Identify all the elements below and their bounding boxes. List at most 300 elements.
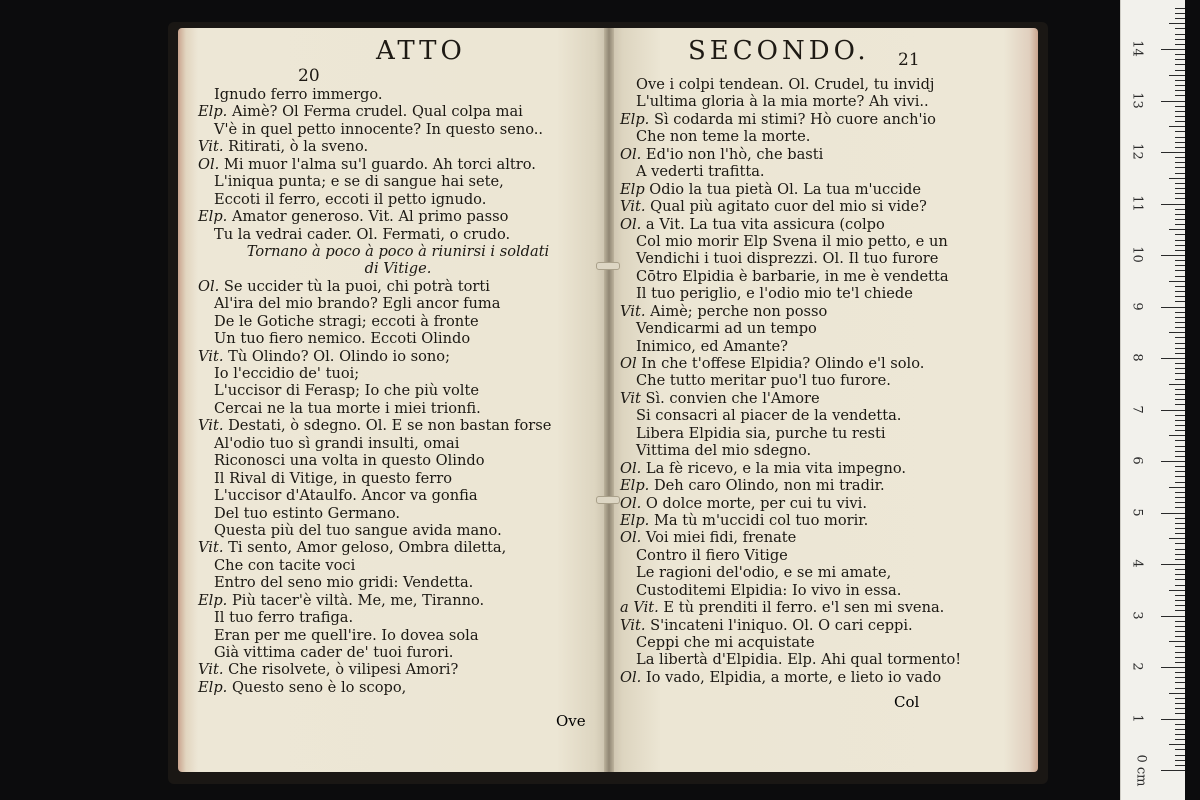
line-text: Il tuo periglio, e l'odio mio te'l chiede	[636, 285, 913, 303]
line-text: Più tacer'è viltà. Me, me, Tiranno.	[227, 591, 485, 609]
ruler-tick	[1175, 574, 1185, 575]
ruler-tick	[1175, 430, 1185, 431]
line-text: Questo seno è lo scopo,	[227, 678, 407, 696]
ruler-tick	[1175, 379, 1185, 380]
line-text: Contro il fiero Vitige	[636, 546, 788, 564]
text-line	[198, 627, 598, 644]
ruler-tick	[1175, 420, 1185, 421]
text-line	[620, 233, 1030, 250]
ruler-tick	[1175, 456, 1185, 457]
text-line	[198, 574, 598, 591]
ruler-number: 8	[1129, 353, 1145, 362]
ruler-tick	[1169, 641, 1185, 642]
line-text: E tù prenditi il ferro. e'l sen mi svena.	[658, 599, 945, 617]
ruler-tick	[1175, 234, 1185, 235]
ruler-tick	[1161, 461, 1185, 462]
ruler-tick	[1161, 719, 1185, 720]
ruler-tick	[1169, 332, 1185, 333]
ruler-tick	[1175, 214, 1185, 215]
ruler-tick	[1169, 126, 1185, 127]
ruler-tick	[1175, 337, 1185, 338]
ruler-tick	[1175, 646, 1185, 647]
ruler-tick	[1161, 513, 1185, 514]
line-text: Sì. convien che l'Amore	[640, 389, 820, 407]
ruler-tick	[1169, 178, 1185, 179]
ruler-tick	[1175, 729, 1185, 730]
text-line	[620, 617, 1030, 634]
ruler-tick	[1175, 631, 1185, 632]
ruler-tick	[1175, 682, 1185, 683]
ruler-tick	[1175, 121, 1185, 122]
ruler-number: 11	[1129, 194, 1145, 212]
text-line	[198, 679, 598, 696]
line-text: Che risolvete, ò vilipesi Amori?	[223, 661, 459, 679]
line-text: Al'ira del mio brando? Egli ancor fuma	[214, 295, 501, 313]
ruler-tick	[1161, 101, 1185, 102]
text-line	[620, 303, 1030, 320]
text-line	[620, 128, 1030, 145]
ruler-tick	[1169, 744, 1185, 745]
ruler-number: 7	[1129, 404, 1145, 414]
ruler-tick	[1169, 538, 1185, 539]
ruler-tick	[1175, 523, 1185, 524]
text-line	[198, 295, 598, 312]
line-text: Libera Elpidia sia, purche tu resti	[636, 424, 886, 442]
ruler-tick	[1175, 260, 1185, 261]
ruler-tick	[1175, 492, 1185, 493]
ruler-tick	[1175, 368, 1185, 369]
text-line	[620, 547, 1030, 564]
ruler-tick	[1169, 693, 1185, 694]
text-line	[198, 382, 598, 399]
line-text: Un tuo fiero nemico. Eccoti Olindo	[214, 330, 471, 348]
ruler-tick	[1175, 162, 1185, 163]
speaker-label: Elp.	[620, 511, 650, 529]
line-text: L'iniqua punta; e se di sangue hai sete,	[214, 173, 504, 191]
speaker-label: Ol.	[620, 668, 642, 686]
text-line	[620, 250, 1030, 267]
ruler-tick	[1175, 657, 1185, 658]
ruler-number: 14	[1129, 40, 1145, 57]
text-line	[620, 390, 1030, 407]
left-running-head: ATTO	[376, 36, 466, 66]
speaker-label: Ol.	[198, 155, 220, 173]
text-line	[620, 146, 1030, 163]
line-text: Deh caro Olindo, non mi tradir.	[649, 477, 885, 495]
binding-thread	[596, 496, 620, 504]
text-line	[198, 487, 598, 504]
line-text: Al'odio tuo sì grandi insulti, omai	[214, 434, 460, 452]
line-text: La fè ricevo, e la mia vita impegno.	[641, 459, 907, 477]
ruler-tick	[1175, 18, 1185, 19]
text-line	[620, 460, 1030, 477]
line-text: Io l'eccidio de' tuoi;	[214, 365, 360, 382]
speaker-label: Ol	[620, 355, 637, 372]
left-page-number: 20	[298, 66, 320, 86]
ruler-tick	[1175, 415, 1185, 416]
ruler-tick	[1175, 373, 1185, 374]
ruler-tick	[1175, 157, 1185, 158]
ruler-unit-label: 0 cm	[1133, 754, 1149, 787]
ruler-tick	[1161, 307, 1185, 308]
ruler-tick	[1169, 590, 1185, 591]
line-text: Eccoti il ferro, eccoti il petto ignudo.	[214, 190, 487, 208]
line-text: Cercai ne la tua morte i miei trionfi.	[214, 399, 481, 417]
binding-thread	[596, 262, 620, 270]
ruler-tick	[1161, 616, 1185, 617]
ruler-tick	[1175, 245, 1185, 246]
line-text: Vendicarmi ad un tempo	[636, 320, 817, 338]
speaker-label: Elp.	[198, 103, 228, 121]
speaker-label: Vit.	[198, 347, 224, 365]
ruler-tick	[1175, 219, 1185, 220]
text-line	[620, 477, 1030, 494]
ruler-tick	[1175, 265, 1185, 266]
ruler-tick	[1161, 255, 1185, 256]
speaker-label: Vit	[620, 389, 641, 407]
text-line	[198, 505, 598, 522]
speaker-label: Ol.	[620, 215, 642, 233]
text-line	[198, 260, 598, 277]
ruler-tick	[1175, 476, 1185, 477]
ruler-tick	[1175, 569, 1185, 570]
text-line	[198, 226, 598, 243]
ruler-tick	[1175, 713, 1185, 714]
line-text: In che t'offese Elpidia? Olindo e'l solo.	[636, 355, 925, 372]
ruler-tick	[1175, 739, 1185, 740]
line-text: Già vittima cader de' tuoi furori.	[214, 644, 454, 661]
text-line	[198, 417, 598, 434]
line-text: Che tutto meritar puo'l tuo furore.	[636, 372, 891, 390]
line-text: a Vit. La tua vita assicura (colpo	[641, 215, 885, 233]
ruler-tick	[1175, 446, 1185, 447]
ruler-number: 3	[1129, 610, 1145, 620]
ruler-number: 9	[1129, 301, 1145, 311]
line-text: Mi muor l'alma su'l guardo. Ah torci altro.	[219, 155, 536, 173]
ruler-tick	[1175, 363, 1185, 364]
ruler-tick	[1175, 755, 1185, 756]
line-text: Vittima del mio sdegno.	[636, 442, 812, 460]
text-line	[620, 285, 1030, 302]
text-line	[620, 407, 1030, 424]
ruler-tick	[1175, 765, 1185, 766]
text-line	[198, 208, 598, 225]
right-page-number: 21	[898, 50, 920, 70]
line-text: Odio la tua pietà Ol. La tua m'uccide	[644, 180, 921, 198]
ruler-tick	[1169, 23, 1185, 24]
speaker-label: Vit.	[198, 661, 224, 679]
ruler-tick	[1175, 224, 1185, 225]
ruler-tick	[1161, 204, 1185, 205]
line-text: O dolce morte, per cui tu vivi.	[641, 494, 867, 512]
ruler-number: 13	[1129, 91, 1145, 109]
ruler-tick	[1175, 734, 1185, 735]
line-text: di Vitige.	[364, 260, 432, 278]
line-text: A vederti trafitta.	[636, 163, 765, 181]
ruler-tick	[1175, 106, 1185, 107]
ruler-tick	[1175, 193, 1185, 194]
text-line	[620, 512, 1030, 529]
text-line	[620, 76, 1030, 93]
ruler-tick	[1161, 152, 1185, 153]
ruler-tick	[1175, 724, 1185, 725]
ruler-tick	[1175, 677, 1185, 678]
text-line	[620, 651, 1030, 668]
ruler-tick	[1175, 549, 1185, 550]
ruler-tick	[1175, 34, 1185, 35]
ruler-tick	[1175, 621, 1185, 622]
ruler-tick	[1169, 487, 1185, 488]
ruler-tick	[1175, 425, 1185, 426]
text-line	[620, 582, 1030, 599]
ruler-number: 1	[1129, 713, 1145, 723]
ruler-tick	[1175, 688, 1185, 689]
text-line	[620, 181, 1030, 198]
line-text: Questa più del tuo sangue avida mano.	[214, 521, 502, 539]
ruler-tick	[1175, 188, 1185, 189]
ruler-tick	[1175, 131, 1185, 132]
line-text: Entro del seno mio gridi: Vendetta.	[214, 574, 474, 592]
ruler-tick	[1175, 322, 1185, 323]
ruler-tick	[1175, 327, 1185, 328]
line-text: Io vado, Elpidia, a morte, e lieto io vado	[641, 668, 942, 686]
ruler-tick	[1175, 137, 1185, 138]
text-line	[198, 348, 598, 365]
text-line	[620, 111, 1030, 128]
text-line	[198, 86, 598, 103]
ruler-tick	[1175, 44, 1185, 45]
text-line	[198, 522, 598, 539]
text-line	[198, 173, 598, 190]
text-line	[198, 278, 598, 295]
speaker-label: Elp.	[620, 477, 650, 495]
ruler-tick	[1175, 399, 1185, 400]
ruler-tick	[1161, 358, 1185, 359]
line-text: La libertà d'Elpidia. Elp. Ahi qual tormento!	[636, 651, 962, 669]
line-text: Si consacri al piacer de la vendetta.	[636, 407, 902, 425]
line-text: Destati, ò sdegno. Ol. E se non bastan forse	[223, 417, 552, 435]
line-text: Aimè; perche non posso	[645, 302, 828, 320]
ruler-tick	[1175, 610, 1185, 611]
right-page-text	[620, 76, 1030, 686]
ruler-tick	[1175, 543, 1185, 544]
ruler-tick	[1175, 270, 1185, 271]
text-line	[620, 599, 1030, 616]
ruler-tick	[1175, 317, 1185, 318]
text-line	[198, 452, 598, 469]
text-line	[198, 156, 598, 173]
text-line	[198, 609, 598, 626]
line-text: Voi miei fidi, frenate	[641, 529, 797, 547]
ruler-tick	[1175, 240, 1185, 241]
text-line	[198, 103, 598, 120]
ruler-tick	[1175, 394, 1185, 395]
speaker-label: Vit.	[198, 539, 224, 557]
text-line	[620, 442, 1030, 459]
ruler-tick	[1175, 173, 1185, 174]
ruler-tick	[1161, 49, 1185, 50]
ruler-tick	[1175, 64, 1185, 65]
ruler-tick	[1175, 451, 1185, 452]
ruler-tick	[1175, 554, 1185, 555]
ruler-tick	[1161, 564, 1185, 565]
ruler-tick	[1175, 343, 1185, 344]
ruler-tick	[1161, 667, 1185, 668]
text-line	[198, 191, 598, 208]
ruler-tick	[1175, 507, 1185, 508]
ruler-tick	[1175, 600, 1185, 601]
line-text: Col mio morir Elp Svena il mio petto, e un	[636, 232, 948, 250]
text-line	[198, 138, 598, 155]
ruler-tick	[1169, 75, 1185, 76]
line-text: Amator generoso. Vit. Al primo passo	[227, 208, 509, 226]
right-running-head: SECONDO.	[688, 36, 870, 66]
ruler-tick	[1175, 276, 1185, 277]
ruler-tick	[1175, 353, 1185, 354]
line-text: Del tuo estinto Germano.	[214, 504, 401, 522]
text-line	[620, 355, 1030, 372]
speaker-label: Vit.	[198, 138, 224, 156]
speaker-label: Elp	[620, 180, 645, 198]
ruler-tick	[1175, 59, 1185, 60]
text-line	[620, 268, 1030, 285]
text-line	[198, 243, 598, 260]
ruler-tick	[1175, 90, 1185, 91]
line-text: Ti sento, Amor geloso, Ombra diletta,	[223, 539, 507, 557]
ruler-tick	[1175, 198, 1185, 199]
text-line	[620, 669, 1030, 686]
ruler-tick	[1175, 348, 1185, 349]
ruler-tick	[1175, 559, 1185, 560]
speaker-label: Elp.	[198, 678, 228, 696]
text-line	[198, 470, 598, 487]
line-text: Ceppi che mi acquistate	[636, 634, 815, 651]
ruler-tick	[1175, 70, 1185, 71]
speaker-label: Ol.	[620, 459, 642, 477]
line-text: Il Rival di Vitige, in questo ferro	[214, 469, 453, 487]
text-line	[620, 216, 1030, 233]
text-line	[620, 372, 1030, 389]
speaker-label: Elp.	[620, 110, 650, 128]
ruler-tick	[1175, 636, 1185, 637]
line-text: Tu la vedrai cader. Ol. Fermati, o crudo.	[214, 225, 511, 243]
ruler-tick	[1175, 749, 1185, 750]
line-text: L'uccisor di Ferasp; Io che più volte	[214, 382, 479, 400]
ruler-tick	[1175, 595, 1185, 596]
speaker-label: Ol.	[620, 494, 642, 512]
line-text: Custoditemi Elpidia: Io vivo in essa.	[636, 581, 902, 599]
ruler-tick	[1175, 39, 1185, 40]
line-text: Ma tù m'uccidi col tuo morir.	[649, 511, 869, 529]
ruler-tick	[1161, 410, 1185, 411]
ruler-tick	[1175, 142, 1185, 143]
ruler-tick	[1175, 518, 1185, 519]
ruler-tick	[1175, 662, 1185, 663]
line-text: Se uccider tù la puoi, chi potrà torti	[219, 277, 490, 295]
ruler-tick	[1175, 250, 1185, 251]
ruler-tick	[1175, 85, 1185, 86]
ruler-number: 4	[1129, 559, 1145, 568]
text-line	[620, 163, 1030, 180]
ruler-tick	[1175, 167, 1185, 168]
ruler-tick	[1175, 389, 1185, 390]
ruler-tick	[1169, 384, 1185, 385]
right-catchword: Col	[894, 693, 920, 711]
line-text: Cōtro Elpidia è barbarie, in me è vendetta	[636, 267, 949, 285]
text-line	[620, 425, 1030, 442]
ruler-tick	[1169, 281, 1185, 282]
text-line	[198, 644, 598, 661]
line-text: Tù Olindo? Ol. Olindo io sono;	[223, 347, 451, 365]
ruler-tick	[1175, 579, 1185, 580]
line-text: Tornano à poco à poco à riunirsi i soldati	[246, 242, 550, 260]
line-text: Riconosci una volta in questo Olindo	[214, 452, 485, 470]
ruler-tick	[1175, 482, 1185, 483]
left-page-text	[198, 86, 598, 696]
line-text: Qual più agitato cuor del mio si vide?	[645, 198, 927, 216]
line-text: Ritirati, ò la sveno.	[223, 138, 369, 156]
text-line	[198, 313, 598, 330]
text-line	[620, 338, 1030, 355]
ruler-tick	[1175, 585, 1185, 586]
text-line	[620, 634, 1030, 651]
ruler-tick	[1169, 229, 1185, 230]
left-catchword: Ove	[556, 712, 586, 730]
text-line	[198, 557, 598, 574]
speaker-label: a Vit.	[620, 599, 659, 617]
ruler-tick	[1175, 626, 1185, 627]
ruler-tick	[1175, 147, 1185, 148]
ruler-tick	[1175, 698, 1185, 699]
speaker-label: Vit.	[620, 302, 646, 320]
ruler-tick	[1175, 301, 1185, 302]
line-text: Eran per me quell'ire. Io dovea sola	[214, 626, 479, 644]
ruler-tick	[1175, 497, 1185, 498]
ruler-tick	[1175, 652, 1185, 653]
ruler-tick	[1175, 8, 1185, 9]
text-line	[198, 435, 598, 452]
text-line	[198, 661, 598, 678]
line-text: Ignudo ferro immergo.	[214, 86, 383, 103]
text-line	[198, 121, 598, 138]
speaker-label: Vit.	[620, 198, 646, 216]
line-text: Che non teme la morte.	[636, 128, 811, 146]
ruler-tick	[1175, 28, 1185, 29]
ruler-tick	[1175, 533, 1185, 534]
line-text: V'è in quel petto innocente? In questo seno..	[214, 120, 544, 138]
line-text: Ove i colpi tendean. Ol. Crudel, tu invidj	[636, 76, 935, 93]
ruler-tick	[1175, 466, 1185, 467]
ruler-tick	[1175, 708, 1185, 709]
ruler-tick	[1175, 312, 1185, 313]
speaker-label: Ol.	[198, 277, 220, 295]
line-text: Sì codarda mi stimi? Hò cuore anch'io	[649, 110, 936, 128]
text-line	[620, 93, 1030, 110]
ruler-tick	[1175, 183, 1185, 184]
line-text: S'incateni l'iniquo. Ol. O cari ceppi.	[645, 616, 913, 634]
line-text: L'ultima gloria à la mia morte? Ah vivi..	[636, 93, 929, 111]
line-text: Ed'io non l'hò, che basti	[641, 145, 824, 163]
text-line	[198, 400, 598, 417]
speaker-label: Ol.	[620, 145, 642, 163]
line-text: Che con tacite voci	[214, 556, 356, 574]
line-text: Vendichi i tuoi disprezzi. Ol. Il tuo furore	[636, 250, 939, 268]
ruler-number: 2	[1129, 662, 1145, 671]
line-text: Aimè? Ol Ferma crudel. Qual colpa mai	[227, 103, 523, 121]
speaker-label: Ol.	[620, 529, 642, 547]
ruler-tick	[1175, 440, 1185, 441]
ruler-tick	[1175, 116, 1185, 117]
